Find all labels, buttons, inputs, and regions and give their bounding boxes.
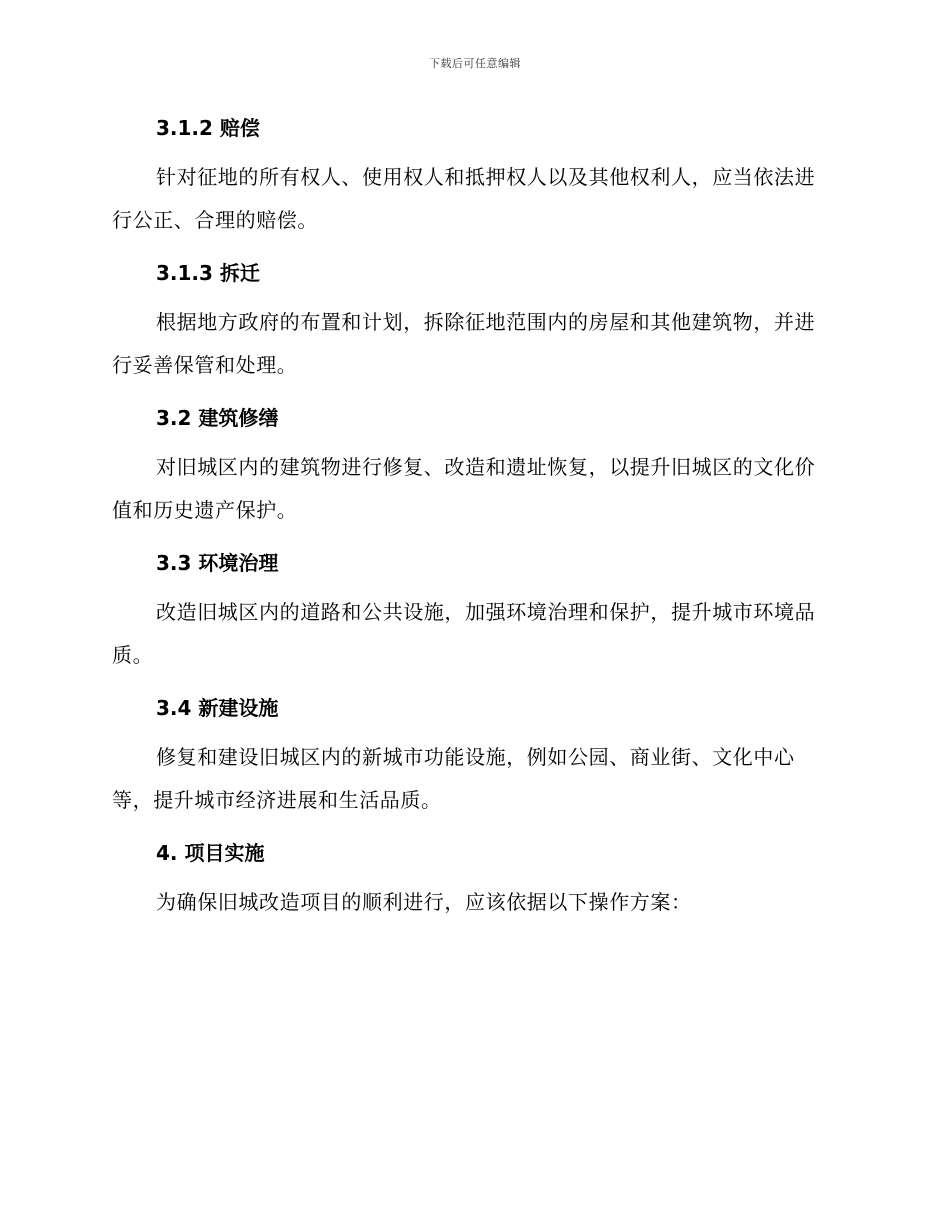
section-paragraph-3-2: 对旧城区内的建筑物进行修复、改造和遗址恢复，以提升旧城区的文化价值和历史遗产保护。 [112, 455, 816, 522]
section-paragraph-3-4: 修复和建设旧城区内的新城市功能设施，例如公园、商业街、文化中心等，提升城市经济进展和生活品质。 [112, 745, 795, 812]
page-header: 下载后可任意编辑 [429, 57, 521, 70]
section-paragraph-3-1-3: 根据地方政府的布置和计划，拆除征地范围内的房屋和其他建筑物，并进行妥善保管和处理。 [112, 310, 816, 377]
section-heading-3-3: 3.3 环境治理 [156, 551, 279, 575]
section-paragraph-3-3: 改造旧城区内的道路和公共设施，加强环境治理和保护，提升城市环境品质。 [112, 600, 816, 667]
section-heading-3-4: 3.4 新建设施 [156, 696, 279, 720]
section-heading-3-1-2: 3.1.2 赔偿 [156, 116, 260, 140]
section-paragraph-3-1-2: 针对征地的所有权人、使用权人和抵押权人以及其他权利人，应当依法进行公正、合理的赔偿。 [112, 165, 816, 232]
section-heading-3-1-3: 3.1.3 拆迁 [156, 261, 260, 285]
section-paragraph-4: 为确保旧城改造项目的顺利进行，应该依据以下操作方案： [156, 890, 692, 914]
document-body [112, 108, 832, 935]
section-heading-4: 4. 项目实施 [156, 841, 265, 865]
section-heading-3-2: 3.2 建筑修缮 [156, 406, 279, 430]
